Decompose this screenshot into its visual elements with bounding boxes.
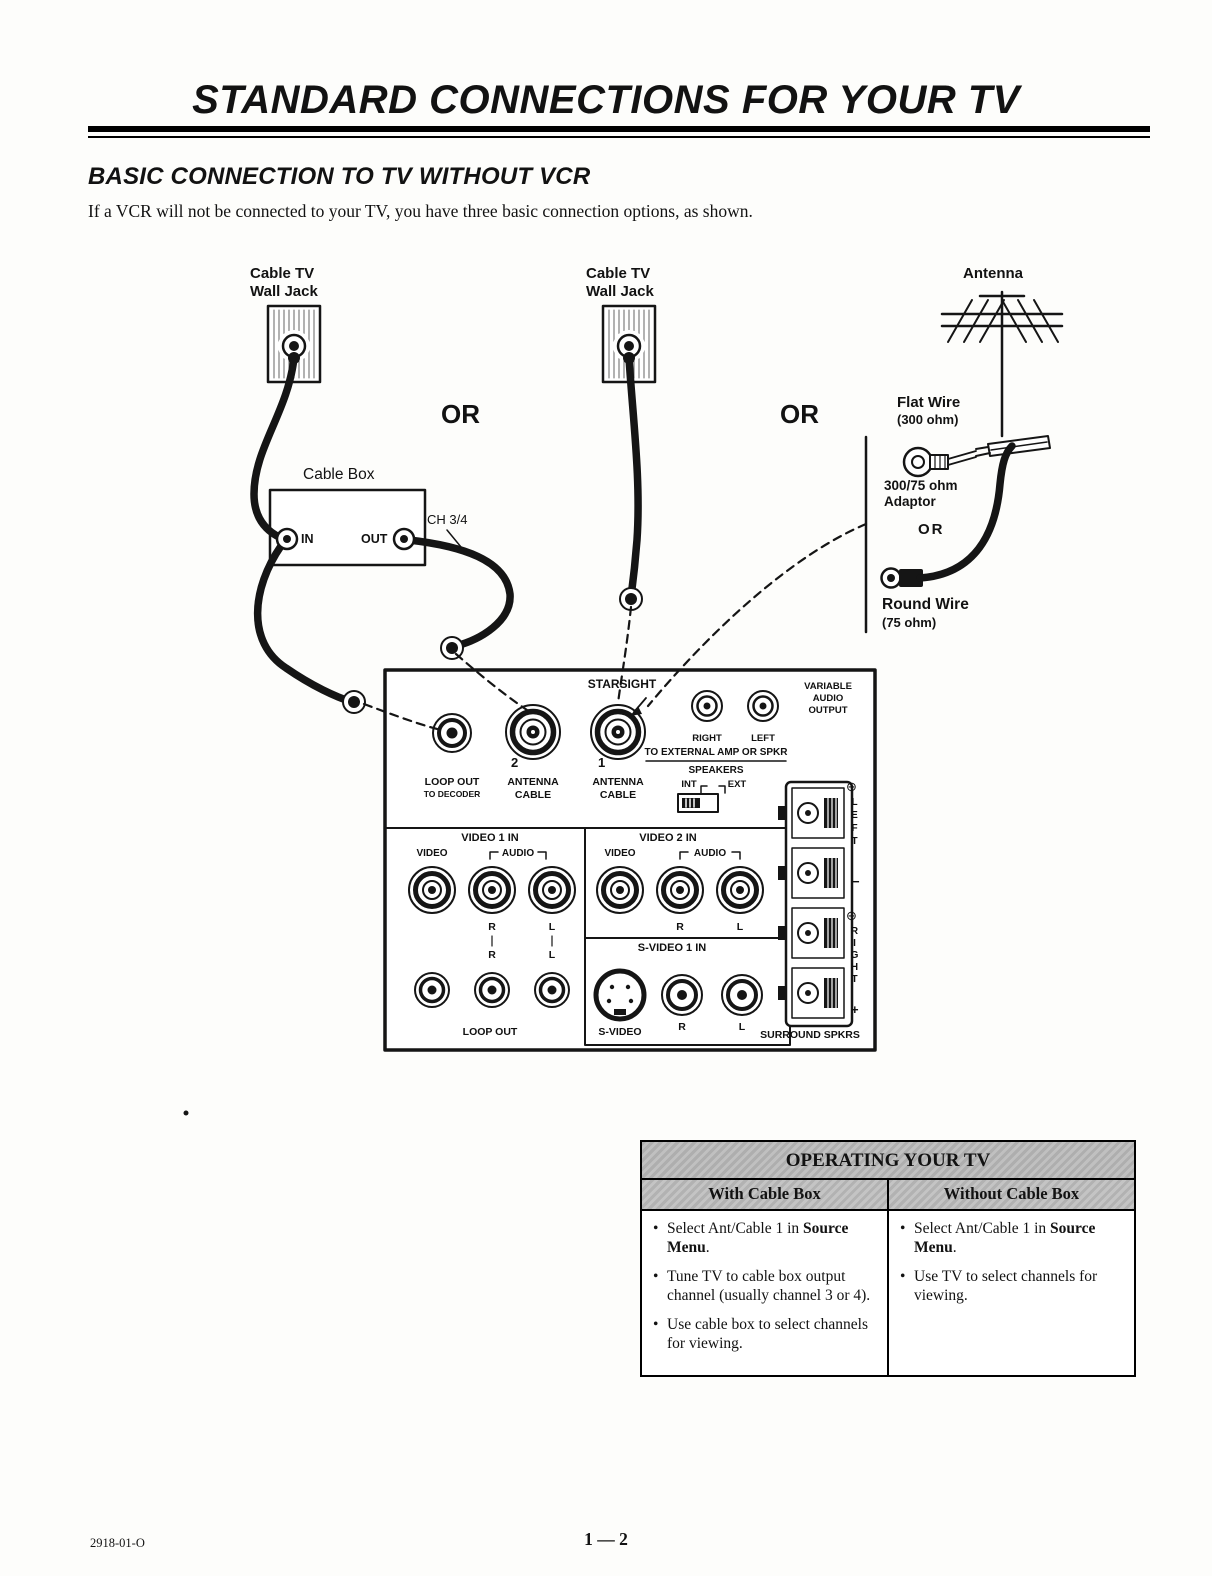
table-col-with-cable-box: With Cable Box xyxy=(642,1180,887,1209)
antenna-cable-2-jack xyxy=(506,705,560,759)
svideo-r-label: R xyxy=(678,1021,686,1033)
video2-r-label: R xyxy=(676,921,684,933)
table-bullet-item: • Use cable box to select channels for viewing. xyxy=(650,1316,877,1354)
adaptor-label-line1: 300/75 ohm xyxy=(884,478,958,493)
wall-jack-middle-label-line1: Cable TV xyxy=(586,265,651,282)
operating-your-tv-table xyxy=(640,1140,1136,1377)
video2-audio-label: AUDIO xyxy=(693,848,727,859)
tv-back-panel xyxy=(385,670,875,1050)
adaptor-label-line2: Adaptor xyxy=(884,494,936,509)
svideo-in-label: S-VIDEO 1 IN xyxy=(637,942,707,954)
table-column-headers xyxy=(642,1180,1134,1211)
wall-jack-left-label-line1: Cable TV xyxy=(250,265,315,282)
table-bullet-item: • Use TV to select channels for viewing. xyxy=(897,1268,1124,1306)
cable-box-label: Cable Box xyxy=(303,466,375,483)
antenna-icon xyxy=(942,292,1062,436)
variable-audio-label-line2: AUDIO xyxy=(812,693,844,704)
table-bullet-item: • Select Ant/Cable 1 in Source Menu. xyxy=(897,1220,1124,1258)
video1-r-label: R xyxy=(488,921,496,933)
with-cable-box-list xyxy=(642,1211,887,1375)
loopout-decoder-jack xyxy=(433,714,471,752)
section-heading: BASIC CONNECTION TO TV WITHOUT VCR xyxy=(88,163,591,190)
video1-l-label: L xyxy=(548,921,556,933)
to-external-amp-label: TO EXTERNAL AMP OR SPKR xyxy=(644,747,788,758)
terminal-left-label: LEFT xyxy=(849,797,860,849)
antenna-cable-1-label-line2: CABLE xyxy=(599,789,637,801)
table-col-without-cable-box: Without Cable Box xyxy=(887,1180,1134,1209)
adaptor-icon xyxy=(904,448,976,476)
flat-wire-label-line2: (300 ohm) xyxy=(897,412,959,427)
terminal-left-plus: ⊕ xyxy=(846,779,857,794)
loopout-top-label-line2: TO DECODER xyxy=(423,789,481,799)
flat-wire-label-line1: Flat Wire xyxy=(897,394,961,411)
video1-in-label: VIDEO 1 IN xyxy=(461,832,519,844)
without-cable-box-list xyxy=(887,1211,1134,1375)
ch34-label: CH 3/4 xyxy=(427,512,468,527)
speakers-label: SPEAKERS xyxy=(688,765,744,776)
antenna-cable-2-label-line1: ANTENNA xyxy=(507,776,559,788)
page-title: STANDARD CONNECTIONS FOR YOUR TV xyxy=(192,78,1020,122)
cable-walljack2-down xyxy=(629,358,638,597)
svideo-l-label: L xyxy=(738,1021,746,1033)
antenna-cable-2-label-line2: CABLE xyxy=(514,789,552,801)
round-wire-label-line2: (75 ohm) xyxy=(882,615,937,630)
cable-box-outline xyxy=(270,490,425,565)
intro-text: If a VCR will not be connected to your TV, you have three basic connection options, as shown. xyxy=(88,201,753,221)
antenna-cable-1-jack xyxy=(591,705,645,759)
antenna-cable-1-label-line1: ANTENNA xyxy=(592,776,644,788)
terminal-right-plus: + xyxy=(851,1002,859,1017)
table-bullet-item: • Tune TV to cable box output channel (usually channel 3 or 4). xyxy=(650,1268,877,1306)
cable-box-out-label: OUT xyxy=(361,532,388,546)
page-number: 1 — 2 xyxy=(584,1529,628,1549)
starsight-label: STARSIGHT xyxy=(587,677,657,691)
loopout-r-label: R xyxy=(488,949,496,961)
video1-audio-label: AUDIO xyxy=(501,848,535,859)
cable-box-in-label: IN xyxy=(301,532,314,546)
surround-speaker-terminals xyxy=(778,782,852,1026)
video1-jacks xyxy=(409,867,575,913)
terminal-left-minus: − xyxy=(852,874,860,889)
video1-video-label: VIDEO xyxy=(416,848,448,859)
or-label-adaptor: OR xyxy=(918,521,945,538)
variable-audio-label-line3: OUTPUT xyxy=(808,705,848,716)
cable-cablebox-to-tv xyxy=(258,546,352,702)
or-label-left: OR xyxy=(441,399,480,429)
variable-audio-right-label: RIGHT xyxy=(692,733,722,744)
wall-jack-left-label-line2: Wall Jack xyxy=(250,283,318,300)
video2-in-label: VIDEO 2 IN xyxy=(639,832,697,844)
loopout-top-label-line1: LOOP OUT xyxy=(424,776,480,788)
video2-l-label: L xyxy=(736,921,744,933)
antenna-jack-1-number: 1 xyxy=(598,755,606,770)
or-label-right: OR xyxy=(780,399,819,429)
variable-audio-left-jack xyxy=(748,691,778,721)
terminal-right-minus: ⊖ xyxy=(846,908,857,923)
document-code: 2918-01-O xyxy=(90,1536,145,1550)
terminal-right-label: RIGHT xyxy=(849,926,860,986)
table-bullet-item: • Select Ant/Cable 1 in Source Menu. xyxy=(650,1220,877,1258)
table-body xyxy=(642,1211,1134,1375)
scan-artifact-dot xyxy=(184,1111,189,1116)
loopout-bottom-label: LOOP OUT xyxy=(462,1026,518,1038)
antenna-label: Antenna xyxy=(963,265,1023,282)
speakers-ext-label: EXT xyxy=(727,779,747,790)
variable-audio-left-label: LEFT xyxy=(751,733,775,744)
speaker-switch-icon xyxy=(678,794,718,812)
variable-audio-label-line1: VARIABLE xyxy=(804,681,852,692)
wall-jack-middle-label-line2: Wall Jack xyxy=(586,283,654,300)
video2-jacks xyxy=(597,867,763,913)
antenna-jack-2-number: 2 xyxy=(511,755,519,770)
svideo-label: S-VIDEO xyxy=(598,1026,642,1038)
table-title: OPERATING YOUR TV xyxy=(642,1142,1134,1180)
speakers-int-label: INT xyxy=(681,779,697,790)
surround-spkrs-label: SURROUND SPKRS xyxy=(760,1029,860,1041)
round-wire-label-line1: Round Wire xyxy=(882,596,969,613)
loopout-l-label: L xyxy=(548,949,556,961)
variable-audio-right-jack xyxy=(692,691,722,721)
video2-video-label: VIDEO xyxy=(604,848,636,859)
